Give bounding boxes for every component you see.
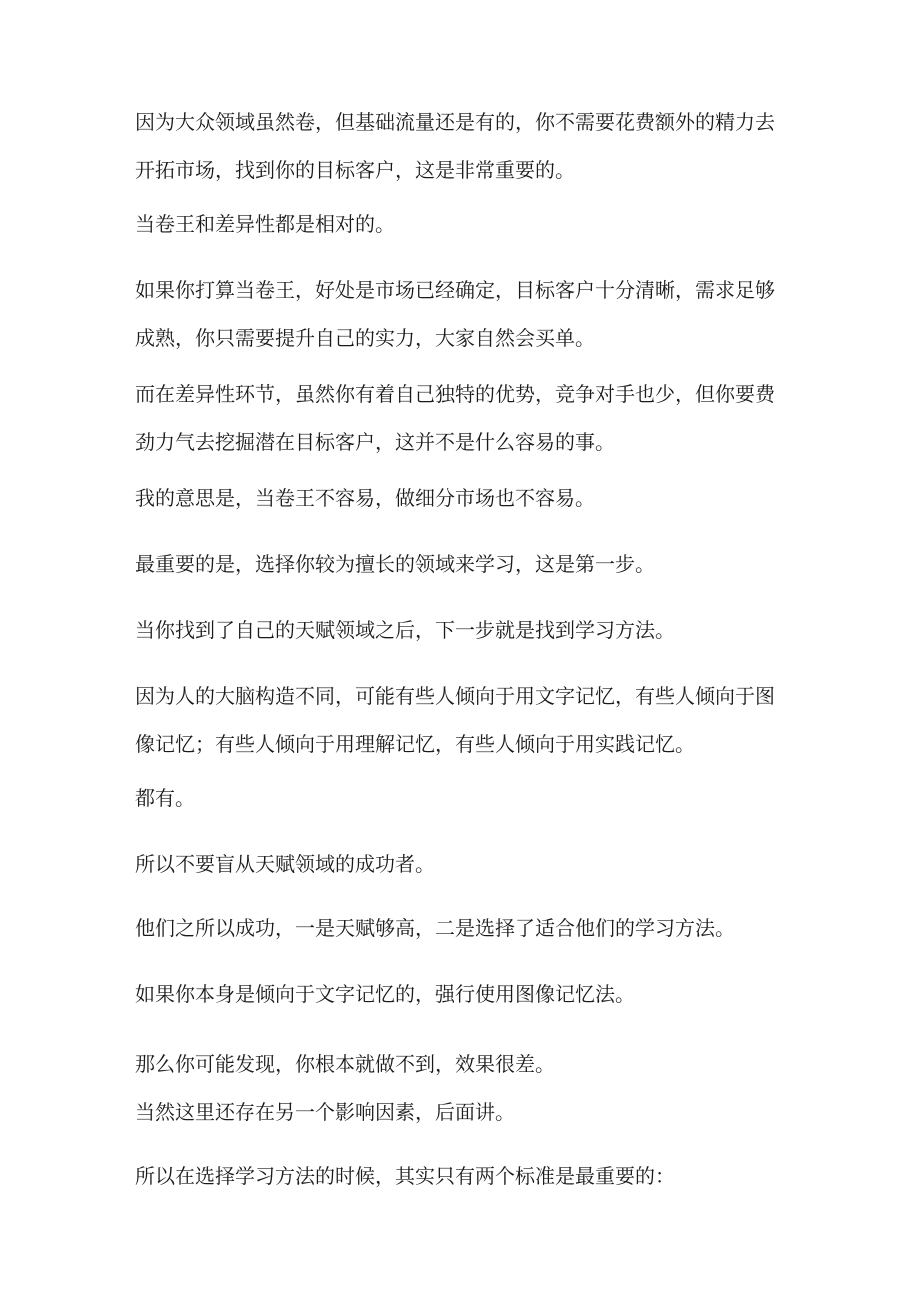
text-line: 所以在选择学习方法的时候，其实只有两个标准是最重要的： [135, 1164, 675, 1188]
paragraph-14 [135, 1088, 795, 1136]
text-line: 因为人的大脑构造不同，可能有些人倾向于用文字记忆，有些人倾向于图 [135, 684, 775, 708]
text-line: 因为大众领域虽然卷，但基础流量还是有的，你不需要花费额外的精力去 [135, 110, 775, 134]
paragraph-4 [135, 370, 795, 466]
paragraph-8 [135, 672, 795, 768]
text-line: 像记忆；有些人倾向于用理解记忆，有些人倾向于用实践记忆。 [135, 732, 695, 756]
paragraph-9 [135, 774, 795, 822]
text-line: 当你找到了自己的天赋领域之后，下一步就是找到学习方法。 [135, 618, 675, 642]
text-line: 都有。 [135, 786, 195, 810]
paragraph-15 [135, 1152, 795, 1200]
paragraph-6 [135, 540, 795, 588]
text-line: 如果你打算当卷王，好处是市场已经确定，目标客户十分清晰，需求足够 [135, 278, 775, 302]
paragraph-10 [135, 840, 795, 888]
paragraph-5 [135, 474, 795, 522]
text-line: 那么你可能发现，你根本就做不到，效果很差。 [135, 1052, 555, 1076]
paragraph-12 [135, 970, 795, 1018]
paragraph-7 [135, 606, 795, 654]
text-line: 所以不要盲从天赋领域的成功者。 [135, 852, 435, 876]
paragraph-13 [135, 1040, 795, 1088]
text-line: 如果你本身是倾向于文字记忆的，强行使用图像记忆法。 [135, 982, 635, 1006]
text-line: 成熟，你只需要提升自己的实力，大家自然会买单。 [135, 326, 595, 350]
paragraph-2 [135, 200, 795, 248]
paragraph-11 [135, 904, 795, 952]
text-line: 当然这里还存在另一个影响因素，后面讲。 [135, 1100, 515, 1124]
paragraph-3 [135, 266, 795, 362]
paragraph-1 [135, 98, 795, 194]
text-line: 我的意思是，当卷王不容易，做细分市场也不容易。 [135, 486, 595, 510]
text-line: 而在差异性环节，虽然你有着自己独特的优势，竞争对手也少，但你要费 [135, 382, 775, 406]
text-line: 开拓市场，找到你的目标客户，这是非常重要的。 [135, 158, 575, 182]
text-line: 劲力气去挖掘潜在目标客户，这并不是什么容易的事。 [135, 430, 615, 454]
text-line: 最重要的是，选择你较为擅长的领域来学习，这是第一步。 [135, 552, 655, 576]
text-line: 当卷王和差异性都是相对的。 [135, 212, 395, 236]
text-line: 他们之所以成功，一是天赋够高，二是选择了适合他们的学习方法。 [135, 916, 735, 940]
